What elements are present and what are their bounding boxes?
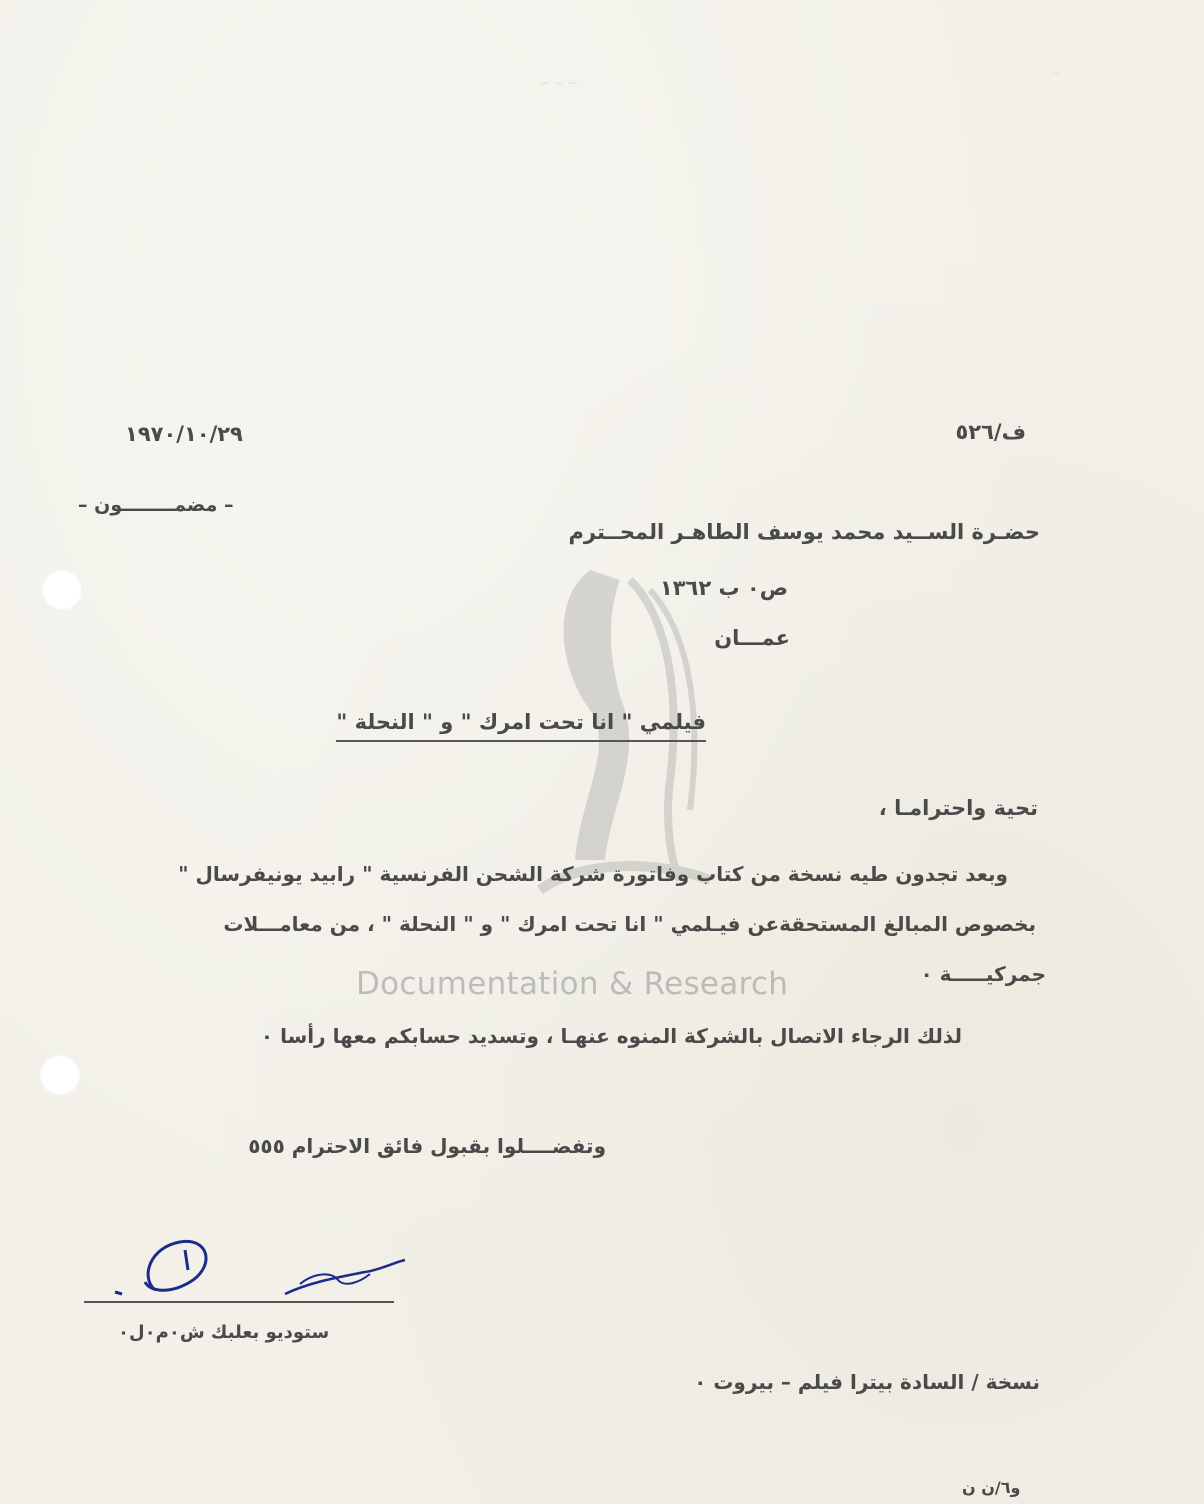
signature-line [84, 1301, 394, 1303]
signature-company: ستوديو بعلبك ش٠م٠ل٠ [118, 1322, 330, 1343]
punch-hole-top [42, 570, 82, 610]
addressee-city: عمـــان [714, 626, 790, 650]
letter-date: ١٩٧٠/١٠/٢٩ [125, 422, 243, 446]
body-line-3: جمركيـــــة ٠ [920, 962, 1046, 986]
body-line-4: لذلك الرجاء الاتصال بالشركة المنوه عنهـا ، وتسديد حسابكم معها رأسا ٠ [260, 1024, 962, 1048]
addressee-po-box: ص٠ ب ١٣٦٢ [659, 576, 788, 600]
body-line-1: وبعد تجدون طيه نسخة من كتاب وفاتورة شركة الشحن الفرنسية " رابيد يونيفرسال " [178, 862, 1008, 886]
greeting: تحية واحترامـا ، [878, 796, 1038, 820]
addressee-name: حضـرة الســيد محمد يوسف الطاهـر المحــترم [568, 520, 1040, 544]
paper-mark: ∽ ∽ ∽ [540, 76, 578, 90]
closing-line: وتفضــــلوا بقبول فائق الاحترام ٥٥٥ [248, 1134, 606, 1158]
punch-hole-bottom [40, 1055, 80, 1095]
body-line-2: بخصوص المبالغ المستحقةعن فيـلمي " انا تحت امرك " و " النحلة " ، من معامـــلات [223, 912, 1036, 936]
classification-label: – مضمــــــــون – [78, 494, 234, 516]
copy-to-line: نسخة / السادة بيترا فيلم – بيروت ٠ [694, 1370, 1040, 1394]
subject-line: فيلمي " انا تحت امرك " و " النحلة " [336, 710, 706, 742]
watermark-text: Documentation & Research [356, 966, 789, 1002]
paper-mark: ⌒ [1050, 72, 1063, 86]
handwritten-signature [110, 1222, 420, 1312]
letter-reference: ف/٥٢٦ [955, 420, 1026, 444]
footer-code: و٦/ن ن [962, 1478, 1021, 1497]
